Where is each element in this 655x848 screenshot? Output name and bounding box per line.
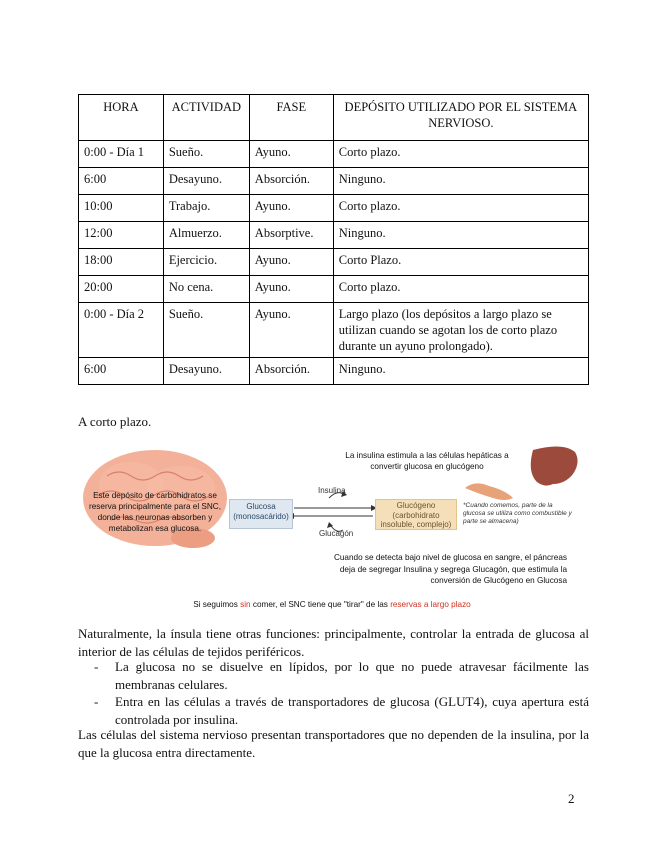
header-hora: HORA — [79, 95, 164, 141]
table-cell: 18:00 — [79, 249, 164, 276]
bullet-dash: - — [94, 694, 99, 709]
table-row — [79, 141, 589, 168]
table-cell: 20:00 — [79, 276, 164, 303]
bottom-note-mid: comer, el SNC tiene que "tirar" de las — [250, 600, 391, 609]
table-cell: Absorción. — [249, 168, 333, 195]
list-item — [78, 693, 589, 728]
table-cell: Ninguno. — [333, 222, 588, 249]
table-cell: Ayuno. — [249, 276, 333, 303]
table-cell: Almuerzo. — [163, 222, 249, 249]
glucosa-box: Glucosa (monosacárido) — [229, 499, 293, 529]
table-cell: Ayuno. — [249, 141, 333, 168]
table-cell: Ejercicio. — [163, 249, 249, 276]
table-cell: Corto Plazo. — [333, 249, 588, 276]
bottom-note-red-sin: sin — [240, 600, 251, 609]
table-cell: Ayuno. — [249, 249, 333, 276]
table-cell: 10:00 — [79, 195, 164, 222]
table-cell: Ayuno. — [249, 195, 333, 222]
header-fase: FASE — [249, 95, 333, 141]
table-row — [79, 222, 589, 249]
section-caption: A corto plazo. — [78, 414, 152, 429]
table-cell: 6:00 — [79, 358, 164, 385]
table-header-row — [79, 95, 589, 141]
header-actividad: ACTIVIDAD — [163, 95, 249, 141]
glucagon-label: Glucagón — [319, 529, 354, 538]
paragraph-nervous-system: Las células del sistema nervioso presentan transportadores que no dependen de la insulina, por la que la glucosa entra directamente. — [78, 727, 589, 760]
bottom-note-red-reservas: reservas a largo plazo — [390, 600, 471, 609]
table-row — [79, 358, 589, 385]
table-cell: Largo plazo (los depósitos a largo plazo se utilizan cuando se agotan los de corto plazo durante un ayuno prolongado). — [333, 303, 588, 358]
page-number: 2 — [568, 791, 575, 806]
table-row — [79, 195, 589, 222]
glucose-diagram — [77, 436, 578, 616]
table-cell: Desayuno. — [163, 168, 249, 195]
glucogeno-box: Glucógeno (carbohidrato insoluble, complejo) — [375, 499, 457, 530]
pancreas-note: Cuando se detecta bajo nivel de glucosa en sangre, el páncreas deja de segregar Insulina y segrega Glucagón, que estimula la conversión de Glucógeno en Glucosa — [333, 553, 567, 585]
bullet-list — [78, 658, 589, 728]
pancreas-icon — [465, 483, 513, 500]
header-deposito: DEPÓSITO UTILIZADO POR EL SISTEMA NERVIOSO. — [333, 95, 588, 141]
table-row — [79, 276, 589, 303]
table-cell: Corto plazo. — [333, 276, 588, 303]
list-item-text: La glucosa no se disuelve en lípidos, por lo que no puede atravesar fácilmente las membranas celulares. — [115, 659, 589, 692]
table-cell: 6:00 — [79, 168, 164, 195]
bottom-note — [167, 599, 497, 610]
bottom-note-pre: Si seguimos — [193, 600, 241, 609]
table-cell: Ninguno. — [333, 358, 588, 385]
table-cell: 12:00 — [79, 222, 164, 249]
table-row — [79, 303, 589, 358]
table-cell: Desayuno. — [163, 358, 249, 385]
schedule-table — [78, 94, 589, 385]
table-cell: Trabajo. — [163, 195, 249, 222]
bullet-dash: - — [94, 659, 99, 674]
table-cell: Absorptive. — [249, 222, 333, 249]
table-cell: Absorción. — [249, 358, 333, 385]
table-cell: Corto plazo. — [333, 141, 588, 168]
brain-label: Este depósito de carbohidratos se reserva principalmente para el SNC, donde las neuronas absorben y metabolizan esa glucosa. — [89, 491, 221, 533]
table-row — [79, 168, 589, 195]
table-cell: Ayuno. — [249, 303, 333, 358]
table-cell: Corto plazo. — [333, 195, 588, 222]
table-cell: Sueño. — [163, 303, 249, 358]
table-cell: 0:00 - Día 1 — [79, 141, 164, 168]
table-row — [79, 249, 589, 276]
table-cell: No cena. — [163, 276, 249, 303]
list-item-text: Entra en las células a través de transportadores de glucosa (GLUT4), cuya apertura está controlada por insulina. — [115, 694, 589, 727]
conversion-arrows — [288, 491, 377, 531]
liver-icon — [531, 446, 578, 485]
paragraph-insulin-functions: Naturalmente, la ínsula tiene otras funciones: principalmente, controlar la entrada de glucosa al interior de las células de tejidos periféricos. — [78, 626, 589, 659]
table-cell: 0:00 - Día 2 — [79, 303, 164, 358]
insulina-label: Insulina — [318, 486, 346, 495]
liver-note: *Cuando comemos, parte de la glucosa se utiliza como combustible y parte se almacena) — [463, 502, 572, 525]
insulin-note: La insulina estimula a las células hepáticas a convertir glucosa en glucógeno — [345, 451, 509, 471]
table-cell: Sueño. — [163, 141, 249, 168]
table-cell: Ninguno. — [333, 168, 588, 195]
list-item — [78, 658, 589, 693]
